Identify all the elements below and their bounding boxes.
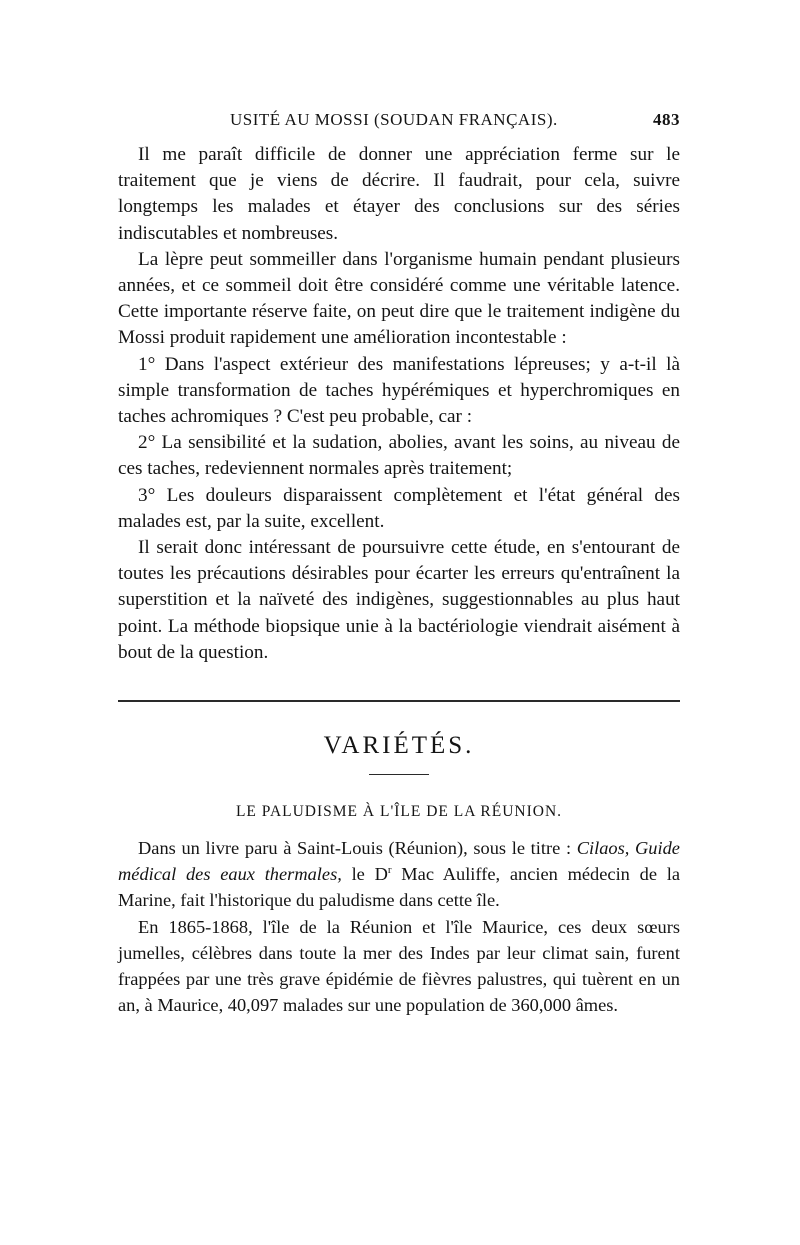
text-run: le D bbox=[341, 864, 388, 885]
title-underline bbox=[369, 774, 429, 775]
running-header bbox=[118, 108, 680, 136]
article-paragraph: En 1865-1868, l'île de la Réunion et l'île Maurice, ces deux sœurs jumelles, célèbres dans toute la mer des Indes par leur climat sain, furent frappées par une très grave épidémie de fièvres palustres, qui tuèrent en un an, à Maurice, 40,097 malades sur une population de 360,000 âmes. bbox=[118, 916, 680, 1016]
article-title: LE PALUDISME À L'ÎLE DE LA RÉUNION. bbox=[235, 803, 563, 821]
article-paragraph bbox=[118, 835, 680, 914]
main-text bbox=[118, 142, 680, 666]
paragraph: 1° Dans l'aspect extérieur des manifestations lépreuses; y a-t-il là simple transformation de taches hypérémiques et hyperchromiques en taches achromiques ? C'est peu probable, car : bbox=[118, 353, 680, 428]
section-title: VARIÉTÉS. bbox=[323, 732, 475, 760]
paragraph: Il serait donc intéressant de poursuivre cette étude, en s'entourant de toutes les précautions désirables pour écarter les erreurs qu'entraînent la superstition et la naïveté des indigènes, suggestionnables au plus haut point. La méthode biopsique unie à la bactériologie viendrait aisément à bout de la question. bbox=[118, 537, 680, 663]
paragraph: 2° La sensibilité et la sudation, abolies, avant les soins, au niveau de ces taches, redeviennent normales après traitement; bbox=[118, 432, 680, 480]
text-run: Dans un livre paru à Saint-Louis (Réunion), sous le titre : bbox=[138, 838, 577, 859]
page-number: 483 bbox=[653, 110, 680, 129]
paragraph: Il me paraît difficile de donner une appréciation ferme sur le traitement que je viens de décrire. Il faudrait, pour cela, suivre longtemps les malades et étayer des conclusions sur des séries indiscutables et nombreuses. bbox=[118, 144, 680, 244]
text-run: Mac Auliffe, ancien médecin de la Marine, fait l'historique du paludisme dans cette île. bbox=[118, 864, 681, 911]
paragraph: 3° Les douleurs disparaissent complètement et l'état général des malades est, par la suite, excellent. bbox=[118, 484, 680, 532]
article-text bbox=[118, 835, 680, 1018]
section-divider bbox=[118, 700, 680, 702]
running-title: USITÉ AU MOSSI (SOUDAN FRANÇAIS). bbox=[230, 110, 558, 129]
superscript: r bbox=[387, 864, 392, 877]
page bbox=[118, 108, 680, 1018]
book-title: Cilaos, Guide médical des eaux thermales, bbox=[118, 838, 680, 885]
paragraph: La lèpre peut sommeiller dans l'organisme humain pendant plusieurs années, et ce sommeil doit être considéré comme une véritable latence. Cette importante réserve faite, on peut dire que le traitement indigène du Mossi produit rapidement une amélioration incontestable : bbox=[118, 248, 680, 349]
